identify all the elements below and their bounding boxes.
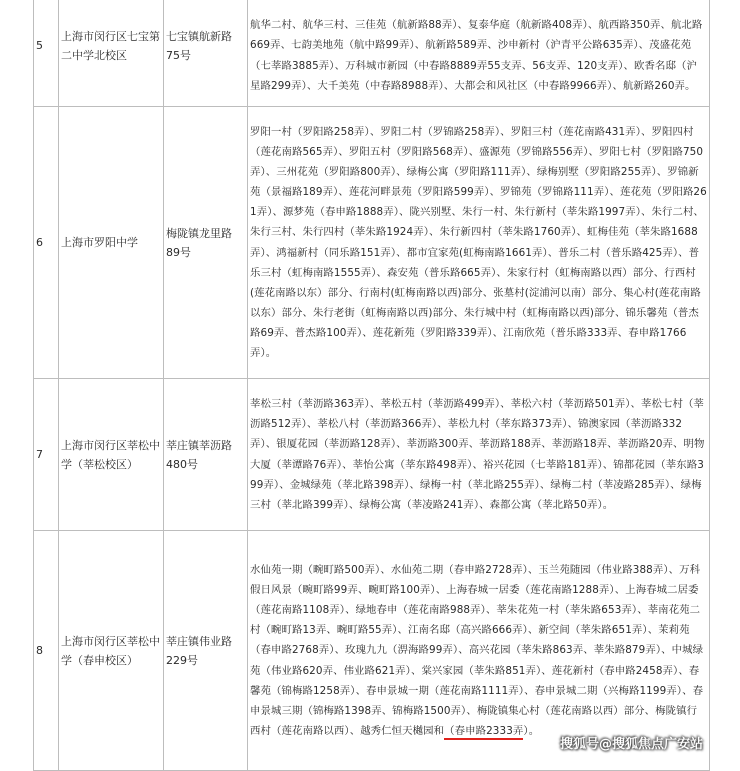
- school-name: 上海市闵行区莘松中学（莘松校区）: [59, 379, 164, 531]
- catchment-area: 莘松三村（莘沥路363弄）、莘松五村（莘沥路499弄）、莘松六村（莘沥路501弄）、莘松七村（莘沥路512弄）、莘松八村（莘沥路366弄）、莘松九村（莘东路373弄）、锦澳家园（莘沥路332弄）、银厦花园（莘沥路128弄）、莘沥路300弄、莘沥路188弄、莘沥路18弄、莘沥路20弄、明物大厦（莘谭路76弄）、莘怡公寓（莘东路498弄）、裕兴花园（七莘路181弄）、锦都花园（莘东路399弄）、金城绿苑（莘北路398弄）、绿梅一村（莘北路255弄）、绿梅二村（莘凌路285弄）、绿梅三村（莘北路399弄）、绿梅公寓（莘凌路241弄）、森都公寓（莘北路50弄）。: [248, 379, 710, 531]
- school-address: 莘庄镇伟业路229号: [164, 531, 248, 771]
- catchment-area: 罗阳一村（罗阳路258弄）、罗阳二村（罗锦路258弄）、罗阳三村（莲花南路431弄）、罗阳四村（莲花南路565弄）、罗阳五村（罗阳路568弄）、盛源苑（罗锦路556弄）、罗阳七村（罗阳路750弄）、三州花苑（罗阳路800弄）、绿梅公寓（罗阳路111弄）、绿梅别墅（罗阳路255弄）、罗锦新苑（景福路189弄）、莲花河畔景苑（罗阳路599弄）、罗锦苑（罗锦路111弄）、莲花苑（罗阳路261弄）、源梦苑（春申路1888弄）、陇兴别墅、朱行一村、朱行新村（莘朱路1997弄）、朱行二村、朱行三村、朱行四村（莘朱路1924弄）、朱行新四村（莘朱路1760弄）、虹梅佳苑（莘朱路1688弄）、鸿福新村（同乐路151弄）、都市宜家苑(虹梅南路1661弄）、普乐二村（普乐路425弄）、普乐三村（虹梅南路1555弄）、森安苑（普乐路665弄）、朱家行村（虹梅南路以西）部分、行西村(莲花南路以东）部分、行南村(虹梅南路以西)部分、张墓村(淀浦河以南）部分、集心村(莲花南路以东）部分、朱行老街（虹梅南路以西)部分、朱行城中村（虹梅南路以西)部分、锦乐馨苑（普杰路69弄、普杰路100弄）、莲花新苑（罗阳路339弄）、江南欣苑（普乐路333弄、春申路1766弄）。: [248, 107, 710, 379]
- table-row: [34, 0, 710, 107]
- school-catchment-table: [33, 0, 710, 771]
- row-number: 5: [34, 0, 59, 107]
- school-name: 上海市罗阳中学: [59, 107, 164, 379]
- school-name: 上海市闵行区七宝第二中学北校区: [59, 0, 164, 107]
- row-number: 7: [34, 379, 59, 531]
- underlined-highlight: （春申路2333弄: [444, 725, 523, 740]
- school-name: 上海市闵行区莘松中学（春申校区）: [59, 531, 164, 771]
- catchment-text-end: ）。: [523, 724, 540, 737]
- school-address: 莘庄镇莘沥路480号: [164, 379, 248, 531]
- catchment-area: 航华二村、航华三村、三佳苑（航新路88弄）、复泰华庭（航新路408弄）、航西路350弄、航北路669弄、七韵美地苑（航中路99弄）、航新路589弄、沙申新村（沪青平公路635弄）、茂盛花苑（七莘路3885弄）、万科城市新园（中春路8889弄55支弄、56支弄、120支弄）、欧香名邸（沪星路299弄）、大千美苑（中春路8988弄）、大都会和风社区（中春路9966弄）、航新路260弄。: [248, 0, 710, 107]
- watermark: 搜狐号@搜狐焦点广安站: [560, 737, 704, 752]
- catchment-text: 水仙苑一期（畹町路500弄）、水仙苑二期（春申路2728弄）、玉兰苑随园（伟业路388弄）、万科假日风景（畹町路99弄、畹町路100弄）、上海春城一居委（莲花南路1288弄）、上海春城二居委（莲花南路1108弄）、绿地春申（莲花南路988弄）、莘朱花苑一村（莘朱路653弄）、莘南花苑二村（畹町路13弄、畹町路55弄）、江南名邸（高兴路666弄）、新空间（莘朱路651弄）、茉莉苑（春申路2768弄）、玫瑰九九（淠海路99弄）、高兴花园（莘朱路863弄、莘朱路879弄）、中城绿苑（伟业路620弄、伟业路621弄）、棠兴家园（莘朱路851弄）、莲花新村（春申路2458弄）、春馨苑（锦梅路1258弄）、春申景城一期（莲花南路1111弄）、春申景城二期（兴梅路1199弄）、春申景城三期（锦梅路1398弄、锦梅路1500弄）、梅陇镇集心村（莲花南路以西）部分、梅陇镇行西村（莲花南路以西）、越秀仁恒天樾园和: [250, 564, 704, 737]
- row-number: 6: [34, 107, 59, 379]
- row-number: 8: [34, 531, 59, 771]
- table-row: [34, 379, 710, 531]
- table-row: [34, 107, 710, 379]
- school-address: 七宝镇航新路75号: [164, 0, 248, 107]
- school-address: 梅陇镇龙里路89号: [164, 107, 248, 379]
